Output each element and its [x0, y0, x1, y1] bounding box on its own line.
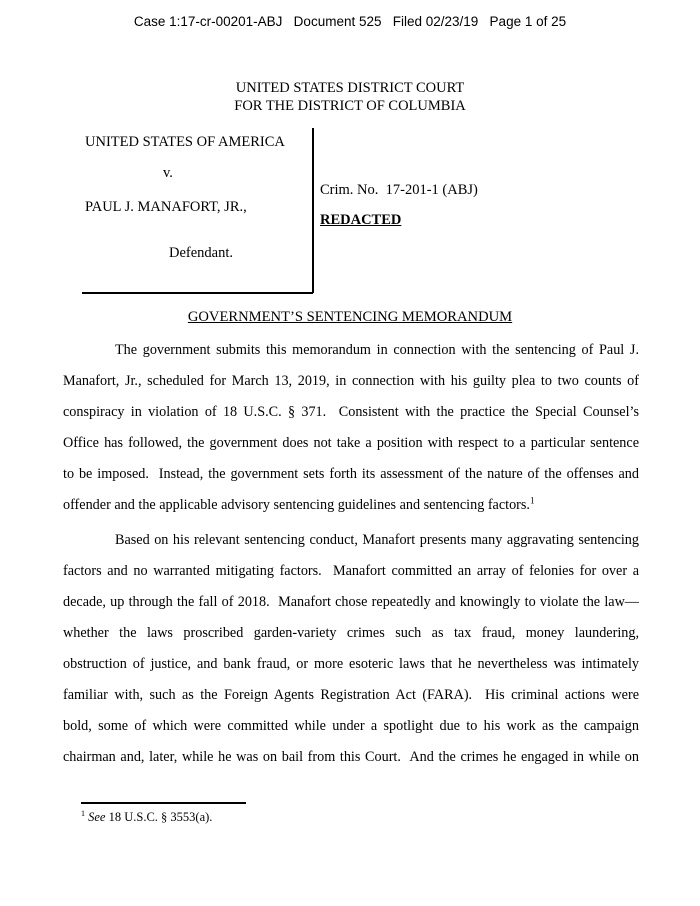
body-line: factors and no warranted mitigating factors. Manafort committed an array of felonies for over a	[63, 563, 639, 579]
body-line: to be imposed. Instead, the government sets forth its assessment of the nature of the offenses and	[63, 466, 639, 482]
defendant-label: Defendant.	[169, 245, 234, 261]
footnote-text: 18 U.S.C. § 3553(a).	[105, 810, 213, 824]
footnote-1	[81, 809, 212, 826]
plaintiff-name: UNITED STATES OF AMERICA	[85, 134, 285, 150]
court-name-line1: UNITED STATES DISTRICT COURT	[235, 80, 465, 96]
caption-bottom-rule	[82, 292, 313, 294]
caption-vertical-rule	[312, 128, 314, 293]
body-line: chairman and, later, while he was on bail from this Court. And the crimes he engaged in while on	[63, 749, 639, 765]
case-number: Crim. No. 17-201-1 (ABJ)	[320, 182, 478, 198]
footnote-separator	[81, 802, 246, 804]
body-paragraph-2	[63, 525, 639, 773]
body-line: Office has followed, the government does not take a position with respect to a particular sentence	[63, 435, 639, 451]
footnote-reference: 1	[529, 495, 535, 506]
defendant-name: PAUL J. MANAFORT, JR.,	[85, 199, 247, 215]
body-line: The government submits this memorandum in connection with the sentencing of Paul J.	[115, 342, 639, 358]
body-line: obstruction of justice, and bank fraud, or more esoteric laws that he nevertheless was intimately	[63, 656, 639, 672]
body-line: familiar with, such as the Foreign Agents Registration Act (FARA). His criminal actions were	[63, 687, 639, 703]
body-paragraph-1	[63, 335, 639, 521]
footnote-see-citation: See	[85, 810, 106, 824]
body-line	[63, 490, 639, 521]
court-heading	[0, 80, 700, 115]
document-title: GOVERNMENT’S SENTENCING MEMORANDUM	[187, 309, 513, 325]
body-line: bold, some of which were committed while under a spotlight due to his work as the campaign	[63, 718, 639, 734]
body-line: decade, up through the fall of 2018. Manafort chose repeatedly and knowingly to violate the law—	[63, 594, 639, 610]
body-line-text: offender and the applicable advisory sentencing guidelines and sentencing factors.	[63, 497, 530, 513]
redacted-stamp: REDACTED	[320, 212, 402, 228]
body-line: whether the laws proscribed garden-variety crimes such as tax fraud, money laundering,	[63, 625, 639, 641]
ecf-stamp-header: Case 1:17-cr-00201-ABJ Document 525 Filed 02/23/19 Page 1 of 25	[133, 14, 567, 29]
body-line: conspiracy in violation of 18 U.S.C. § 371. Consistent with the practice the Special Counsel’s	[63, 404, 639, 420]
versus-label: v.	[163, 165, 173, 181]
body-line: Manafort, Jr., scheduled for March 13, 2019, in connection with his guilty plea to two counts of	[63, 373, 639, 389]
body-line: Based on his relevant sentencing conduct, Manafort presents many aggravating sentencing	[115, 532, 639, 548]
court-name-line2: FOR THE DISTRICT OF COLUMBIA	[234, 97, 466, 114]
footnote-marker: 1	[81, 808, 85, 818]
